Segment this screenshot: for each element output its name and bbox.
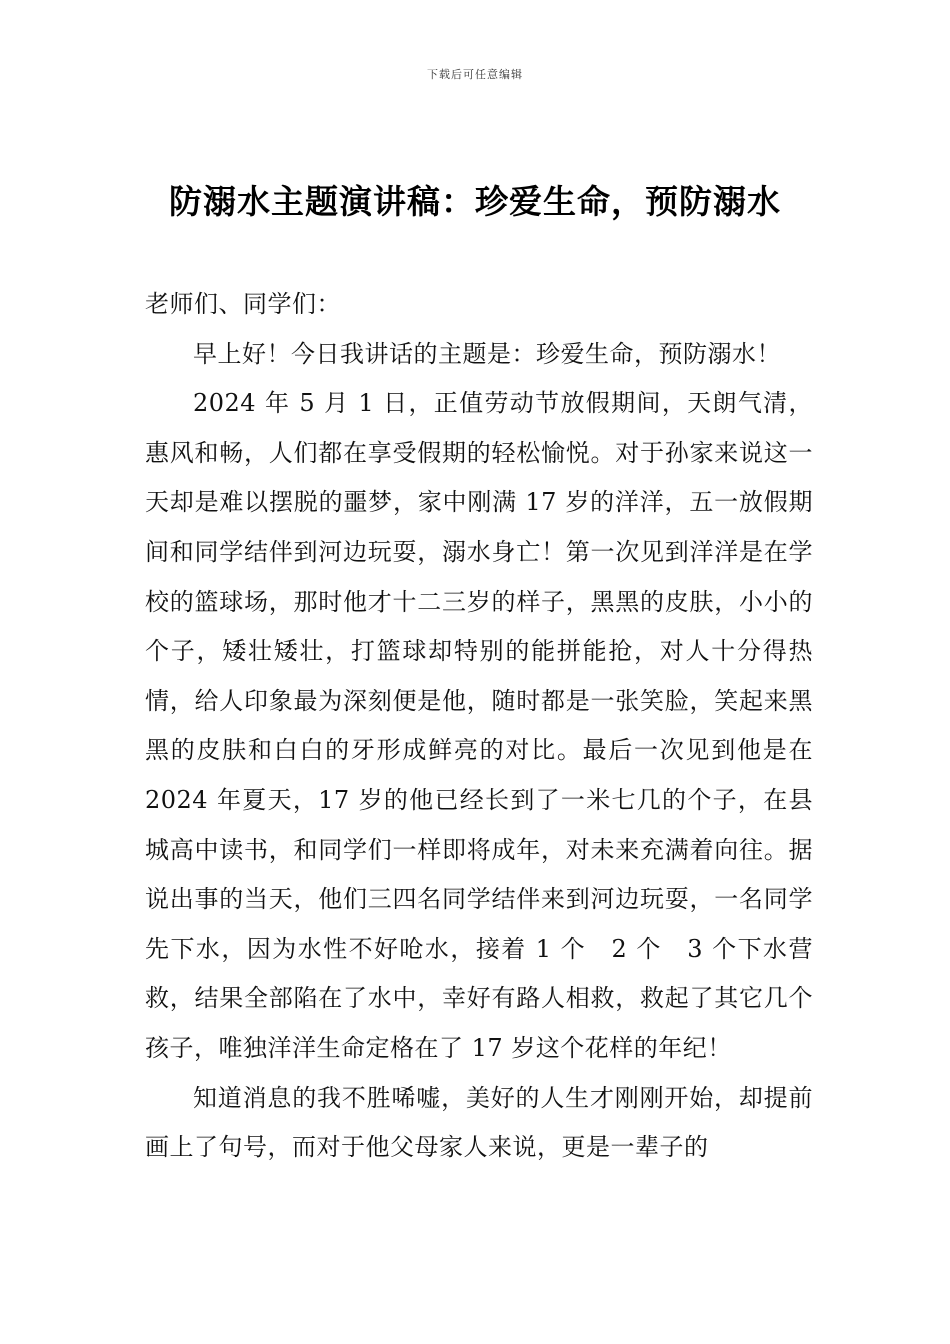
paragraph-story: 2024 年 5 月 1 日，正值劳动节放假期间，天朗气清，惠风和畅，人们都在享受假期的轻松愉悦。对于孙家来说这一天却是难以摆脱的噩梦，家中刚满 17 岁的洋洋，五一放假期间和同学结伴到河边玩耍，溺水身亡！第一次见到洋洋是在学校的篮球场，那时他才十二三岁的样子，黑黑的皮肤，小小的个子，矮壮矮壮，打篮球却特别的能拼能抢，对人十分得热情，给人印象最为深刻便是他，随时都是一张笑脸，笑起来黑黑的皮肤和白白的牙形成鲜亮的对比。最后一次见到他是在 2024 年夏天，17 岁的他已经长到了一米七几的个子，在县城高中读书，和同学们一样即将成年，对未来充满着向往。据说出事的当天，他们三四名同学结伴来到河边玩耍，一名同学先下水，因为水性不好呛水，接着 1 个 2 个 3 个下水营救，结果全部陷在了水中，幸好有路人相救，救起了其它几个孩子，唯独洋洋生命定格在了 17 岁这个花样的年纪！	[145, 389, 813, 1062]
document-title: 防溺水主题演讲稿：珍爱生命，预防溺水	[169, 182, 781, 221]
header-note: 下载后可任意编辑	[427, 68, 523, 81]
paragraph-reflection: 知道消息的我不胜唏嘘，美好的人生才刚刚开始，却提前画上了句号，而对于他父母家人来说，更是一辈子的	[145, 1083, 813, 1162]
paragraph-greeting: 早上好！今日我讲话的主题是：珍爱生命，预防溺水！	[193, 339, 781, 368]
salutation: 老师们、同学们：	[145, 290, 341, 318]
document-body	[145, 280, 813, 1173]
